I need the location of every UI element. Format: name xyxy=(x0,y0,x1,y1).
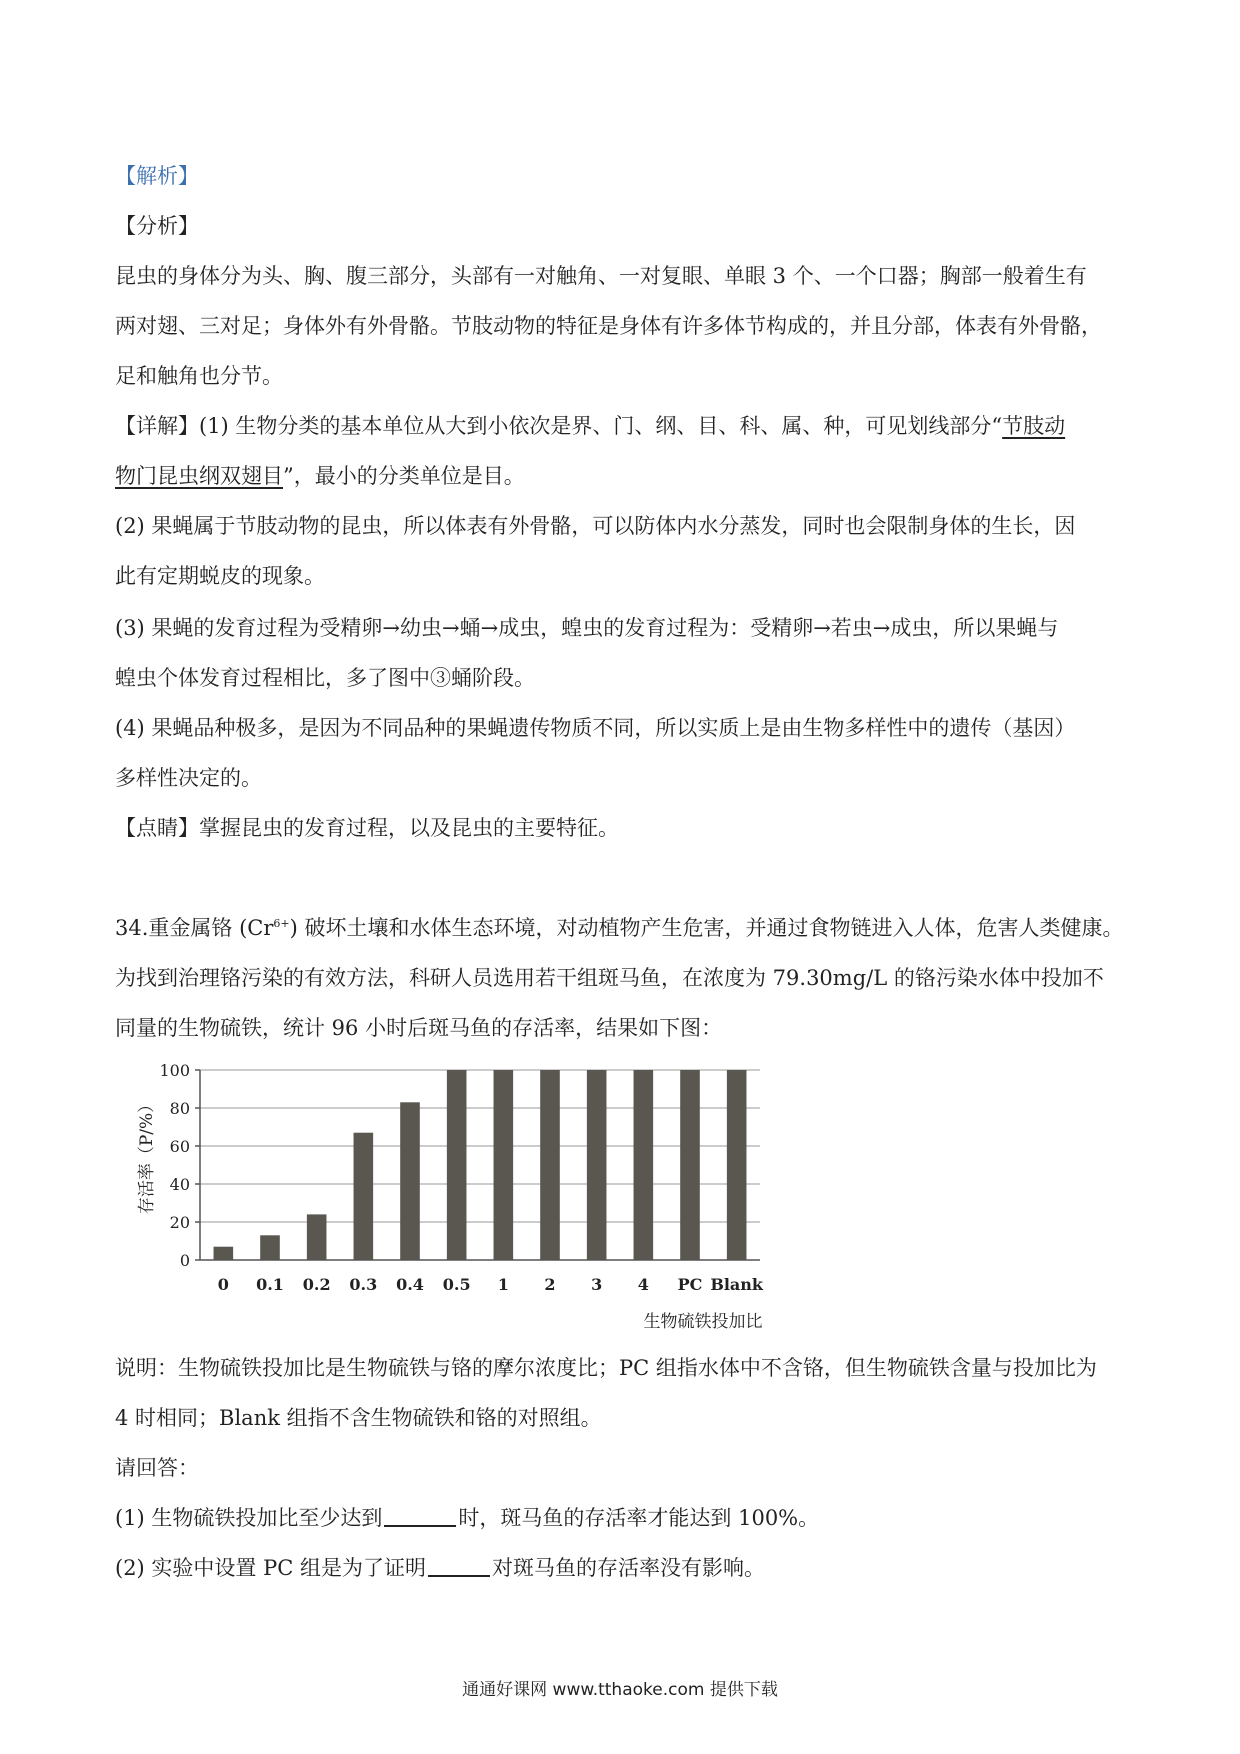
x-tick-label: 0.3 xyxy=(349,1275,378,1294)
q34-text-b: ) 破坏土壤和水体生态环境，对动植物产生危害，并通过食物链进入人体，危害人类健康。 xyxy=(289,916,1124,940)
q34-text-a: 34.重金属铬 (Cr xyxy=(115,916,274,940)
chart-x-label: 生物硫铁投加比 xyxy=(643,1312,763,1332)
x-tick-label: 0.1 xyxy=(256,1275,284,1294)
detail-1-line2 xyxy=(115,460,525,490)
q34-superscript: 6+ xyxy=(273,917,290,930)
detail-1-underlined-a: 节肢动 xyxy=(1002,414,1066,438)
y-tick-label: 20 xyxy=(169,1213,190,1232)
x-tick-label: 0.4 xyxy=(396,1275,424,1294)
bar-1 xyxy=(494,1070,514,1260)
analysis-p1-line1: 昆虫的身体分为头、胸、腹三部分，头部有一对触角、一对复眼、单眼 3 个、一个口器；胸部一般着生有 xyxy=(115,264,1087,288)
y-tick-label: 100 xyxy=(159,1061,190,1080)
sub2-text-a: (2) 实验中设置 PC 组是为了证明 xyxy=(115,1556,426,1580)
detail-1-line1 xyxy=(115,410,1065,440)
bar-4 xyxy=(634,1070,654,1260)
page-footer: 通通好课网 www.tthaoke.com 提供下载 xyxy=(462,1680,778,1700)
ask-line: 请回答： xyxy=(115,1456,199,1480)
chart-x-ticks xyxy=(218,1275,764,1294)
bar-0.2 xyxy=(307,1214,327,1260)
y-tick-label: 40 xyxy=(169,1175,190,1194)
detail-2-line2: 此有定期蜕皮的现象。 xyxy=(115,564,325,588)
bar-Blank xyxy=(727,1070,747,1260)
detail-4-line2: 多样性决定的。 xyxy=(115,766,262,790)
y-tick-label: 80 xyxy=(169,1099,190,1118)
chart-bars xyxy=(214,1070,747,1260)
y-tick-label: 0 xyxy=(179,1251,190,1270)
chart-axes xyxy=(195,1070,760,1260)
x-tick-label: PC xyxy=(677,1275,703,1294)
sub1-text-a: (1) 生物硫铁投加比至少达到 xyxy=(115,1506,383,1530)
chart-gridlines xyxy=(200,1070,760,1222)
x-tick-label: 0 xyxy=(217,1275,229,1294)
detail-1-text-b: ”，最小的分类单位是目。 xyxy=(283,464,525,488)
bar-0.5 xyxy=(447,1070,467,1260)
answer-blank-2[interactable] xyxy=(428,1574,490,1577)
x-tick-label: Blank xyxy=(710,1275,764,1294)
chart-y-label: 存活率（P/%） xyxy=(137,1095,157,1215)
bar-2 xyxy=(540,1070,560,1260)
detail-2-line1: (2) 果蝇属于节肢动物的昆虫，所以体表有外骨骼，可以防体内水分蒸发，同时也会限制身体的生长，因 xyxy=(115,514,1076,538)
bar-3 xyxy=(587,1070,607,1260)
subquestion-1 xyxy=(115,1502,819,1532)
sub2-text-b: 对斑马鱼的存活率没有影响。 xyxy=(491,1556,765,1580)
question-34-line1 xyxy=(115,912,1123,942)
subquestion-2 xyxy=(115,1552,765,1582)
bar-0.3 xyxy=(354,1133,374,1260)
detail-3-line1: (3) 果蝇的发育过程为受精卵→幼虫→蛹→成虫，蝗虫的发育过程为：受精卵→若虫→成虫，所以果蝇与 xyxy=(115,616,1059,640)
bar-0.4 xyxy=(400,1102,420,1260)
sub1-text-b: 时，斑马鱼的存活率才能达到 100%。 xyxy=(458,1506,820,1530)
analysis-p1-line3: 足和触角也分节。 xyxy=(115,364,283,388)
x-tick-label: 0.5 xyxy=(442,1275,471,1294)
bar-PC xyxy=(680,1070,700,1260)
x-tick-label: 0.2 xyxy=(302,1275,331,1294)
survival-rate-chart xyxy=(115,1055,795,1335)
question-34-line2: 为找到治理铬污染的有效方法，科研人员选用若干组斑马鱼，在浓度为 79.30mg/L 的铬污染水体中投加不 xyxy=(115,966,1104,990)
x-tick-label: 1 xyxy=(497,1275,509,1294)
answer-blank-1[interactable] xyxy=(384,1524,456,1527)
note-line2: 4 时相同；Blank 组指不含生物硫铁和铬的对照组。 xyxy=(115,1406,602,1430)
y-tick-label: 60 xyxy=(169,1137,190,1156)
analysis-subheader: 【分析】 xyxy=(115,214,199,238)
question-34-line3: 同量的生物硫铁，统计 96 小时后斑马鱼的存活率，结果如下图： xyxy=(115,1016,723,1040)
tip-line: 【点睛】掌握昆虫的发育过程，以及昆虫的主要特征。 xyxy=(115,816,619,840)
chart-y-ticks xyxy=(159,1061,190,1270)
detail-1-text-a: 【详解】(1) 生物分类的基本单位从大到小依次是界、门、纲、目、科、属、种，可见划线部分“ xyxy=(115,414,1003,438)
bar-0 xyxy=(214,1247,234,1260)
x-tick-label: 2 xyxy=(544,1275,556,1294)
x-tick-label: 4 xyxy=(637,1275,649,1294)
detail-3-line2: 蝗虫个体发育过程相比，多了图中③蛹阶段。 xyxy=(115,666,535,690)
detail-4-line1: (4) 果蝇品种极多，是因为不同品种的果蝇遗传物质不同，所以实质上是由生物多样性中的遗传（基因） xyxy=(115,716,1076,740)
analysis-header: 【解析】 xyxy=(115,164,199,188)
analysis-p1-line2: 两对翅、三对足；身体外有外骨骼。节肢动物的特征是身体有许多体节构成的，并且分部，体表有外骨骼， xyxy=(115,314,1102,338)
detail-1-underlined-b: 物门昆虫纲双翅目 xyxy=(115,464,283,488)
note-line1: 说明：生物硫铁投加比是生物硫铁与铬的摩尔浓度比；PC 组指水体中不含铬，但生物硫铁含量与投加比为 xyxy=(115,1356,1097,1380)
bar-0.1 xyxy=(260,1235,280,1260)
x-tick-label: 3 xyxy=(591,1275,603,1294)
